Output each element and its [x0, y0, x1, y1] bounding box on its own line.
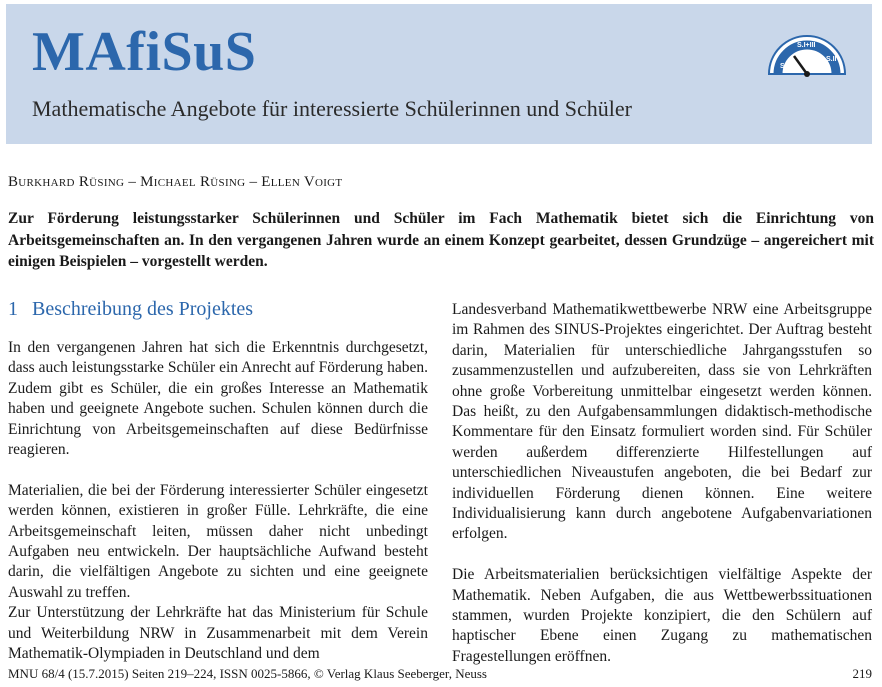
- logo-label-s1: S.I+III: [797, 42, 816, 49]
- footer-citation: MNU 68/4 (15.7.2015) Seiten 219–224, ISSN 0025-5866, © Verlag Klaus Seeberger, Neuss: [8, 666, 487, 681]
- author-list: Burkhard Rüsing – Michael Rüsing – Ellen Voigt: [8, 174, 343, 190]
- left-column: [8, 338, 428, 664]
- paragraph: Die Arbeitsmaterialien berücksichtigen vielfältige Aspekte der Mathematik. Neben Aufgaben, die aus Wettbewerbssituationen stammen, wurden Projekte konzipiert, die den Schülern auf haptischer Ebene einen Zugang zu mathematischen Fragestellungen eröffnen.: [452, 566, 872, 665]
- journal-title: MAfiSuS: [32, 21, 257, 83]
- paragraph: Materialien, die bei der Förderung interessierter Schüler eingesetzt werden können, existieren in großer Fülle. Lehrkräfte, die eine Arbeitsgemeinschaft leiten, müssen daher nicht unbedingt Aufgaben neu entwickeln. Der hauptsächliche Aufwand besteht darin, die vielfältigen Angebote zu sichten und eine geeignete Auswahl zu treffen.: [8, 481, 428, 601]
- logo-label-s: S: [780, 63, 785, 70]
- paragraph: Zur Unterstützung der Lehrkräfte hat das Ministerium für Schule und Weiterbildung NRW in Zusammenarbeit mit dem Verein Mathematik-Olympiaden in Deutschland und dem: [8, 604, 428, 663]
- page-number: 219: [852, 666, 872, 681]
- section-number: 1: [8, 298, 18, 320]
- right-column: [452, 300, 872, 667]
- sinus-logo: [764, 30, 850, 78]
- paragraph: Landesverband Mathematikwettbewerbe NRW eine Arbeitsgruppe im Rahmen des SINUS-Projektes eingerichtet. Der Auftrag besteht darin, Materialien für unterschiedliche Jahrgangsstufen so zusammenzustellen und aufzubereiten, dass sie von Lehrkräften ohne große Vorbereitung unmittelbar eingesetzt werden können. Das heißt, zu den Aufgabensammlungen didaktisch-methodische Kommentare für den Einsatz formuliert worden sind. Für Schüler werden außerdem differenzierte Hilfestellungen auf unterschiedlichen Niveaustufen angeboten, die bei Bedarf zur individuellen Förderung dienen können. Eine weitere Individualisierung kann durch angebotene Aufgabenvariationen erfolgen.: [452, 301, 872, 543]
- paragraph: In den vergangenen Jahren hat sich die Erkenntnis durchgesetzt, dass auch leistungsstarke Schüler ein Anrecht auf Förderung haben. Zudem gibt es Schüler, die ein großes Interesse an Mathematik haben und geeignete Angebote suchen. Schulen können durch die Einrichtung von Arbeitsgemeinschaften auf diese Bedürfnisse reagieren.: [8, 339, 428, 459]
- abstract: Zur Förderung leistungsstarker Schülerinnen und Schüler im Fach Mathematik bietet sich die Einrichtung von Arbeitsgemeinschaften an. In den vergangenen Jahren wurde an einem Konzept gearbeitet, dessen Grundzüge – angereichert mit einigen Beispielen – vorgestellt werden.: [8, 210, 874, 270]
- section-title: Beschreibung des Projektes: [32, 298, 254, 320]
- page-footer: [8, 666, 874, 682]
- title-banner: [6, 4, 872, 144]
- journal-subtitle: Mathematische Angebote für interessierte Schülerinnen und Schüler: [32, 96, 632, 121]
- section-heading: [8, 297, 253, 321]
- logo-label-s2: S.II: [826, 56, 837, 63]
